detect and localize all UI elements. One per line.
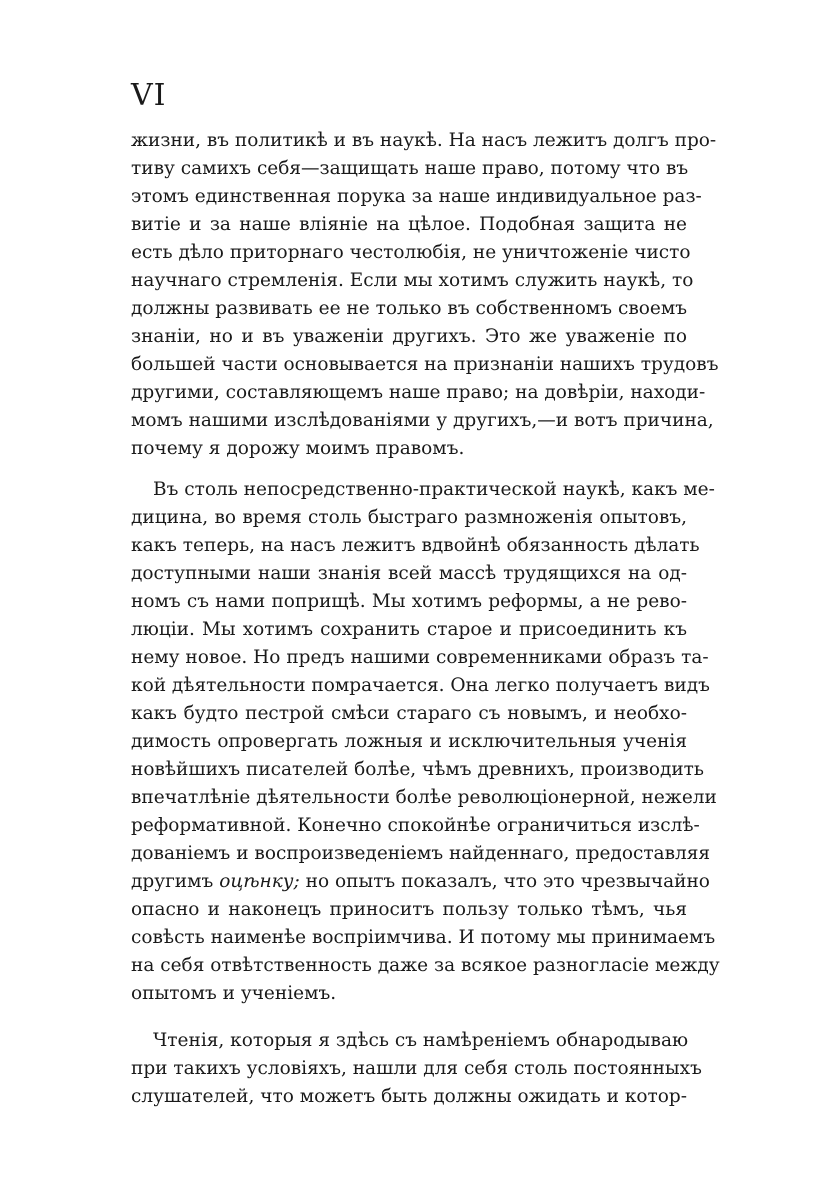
text-line: знаніи, но и въ уваженіи другихъ. Это же уваженіе по: [131, 326, 687, 347]
body-text: [131, 127, 720, 1111]
page-number: VI: [131, 78, 167, 113]
text-line: на себя отвѣтственность даже за всякое разногласіе между: [131, 955, 720, 976]
text-line: Въ столь непосредственно-практической наукѣ, какъ ме-: [153, 479, 715, 500]
text-line: новѣйшихъ писателей болѣе, чѣмъ древнихъ, производить: [131, 759, 704, 780]
italic-word: оцѣнку;: [219, 871, 300, 892]
paragraph-1: [131, 127, 719, 463]
text-line: жизни, въ политикѣ и въ наукѣ. На насъ лежитъ долгъ про-: [131, 130, 717, 151]
text-line: большей части основывается на признаніи нашихъ трудовъ: [131, 354, 719, 375]
text-line: какъ теперь, на насъ лежитъ вдвойнѣ обязанность дѣлать: [131, 535, 700, 556]
text-line: есть дѣло приторнаго честолюбія, не уничтоженіе чисто: [131, 242, 691, 263]
text-line: тиву самихъ себя—защищать наше право, потому что въ: [131, 158, 689, 179]
text-line-with-italic: [131, 868, 710, 896]
text-line: научнаго стремленія. Если мы хотимъ служить наукѣ, то: [131, 270, 694, 291]
text-line: люціи. Мы хотимъ сохранить старое и присоединить къ: [131, 619, 687, 640]
paragraph-2: [131, 476, 720, 1008]
text-line: слушателей, что можетъ быть должны ожидать и котор-: [131, 1086, 687, 1107]
text-line: момъ нашими изслѣдованіями у другихъ,—и вотъ причина,: [131, 410, 714, 431]
text-line: реформативной. Конечно спокойнѣе ограничиться изслѣ-: [131, 815, 700, 836]
text-line: какъ будто пестрой смѣси стараго съ новымъ, и необхо-: [131, 703, 687, 724]
text-line: опасно и наконецъ приноситъ пользу только тѣмъ, чья: [131, 899, 687, 920]
text-line: этомъ единственная порука за наше индивидуальное раз-: [131, 186, 702, 207]
text-line: дованіемъ и воспроизведеніемъ найденнаго, предоставляя: [131, 843, 711, 864]
text-line: доступными наши знанія всей массѣ трудящихся на од-: [131, 563, 687, 584]
text-line: нему новое. Но предъ нашими современниками образъ та-: [131, 647, 709, 668]
text-line: димость опровергать ложныя и исключительныя ученія: [131, 731, 687, 752]
text-line: опытомъ и ученіемъ.: [131, 983, 337, 1004]
text-line: дицина, во время столь быстраго размноженія опытовъ,: [131, 507, 687, 528]
text-line: при такихъ условіяхъ, нашли для себя столь постоянныхъ: [131, 1058, 702, 1079]
text-line: должны развивать ее не только въ собственномъ своемъ: [131, 298, 687, 319]
text-line: кой дѣятельности помрачается. Она легко получаетъ видъ: [131, 675, 710, 696]
paragraph-3: [131, 1027, 702, 1111]
text-line: Чтенія, которыя я здѣсь съ намѣреніемъ обнародываю: [153, 1030, 689, 1051]
text-segment: другимъ: [131, 871, 220, 892]
text-line: совѣсть наименѣе воспріимчива. И потому мы принимаемъ: [131, 927, 716, 948]
text-line: номъ съ нами поприщѣ. Мы хотимъ реформы, а не рево-: [131, 591, 687, 612]
text-line: впечатлѣніе дѣятельности болѣе революціонерной, нежели: [131, 787, 717, 808]
text-line: почему я дорожу моимъ правомъ.: [131, 438, 465, 459]
text-line: витіе и за наше вліяніе на цѣлое. Подобная защита не: [131, 214, 687, 235]
text-line: другими, составляющемъ наше право; на довѣріи, находи-: [131, 382, 706, 403]
text-segment: но опытъ показалъ, что это чрезвычайно: [299, 871, 710, 892]
